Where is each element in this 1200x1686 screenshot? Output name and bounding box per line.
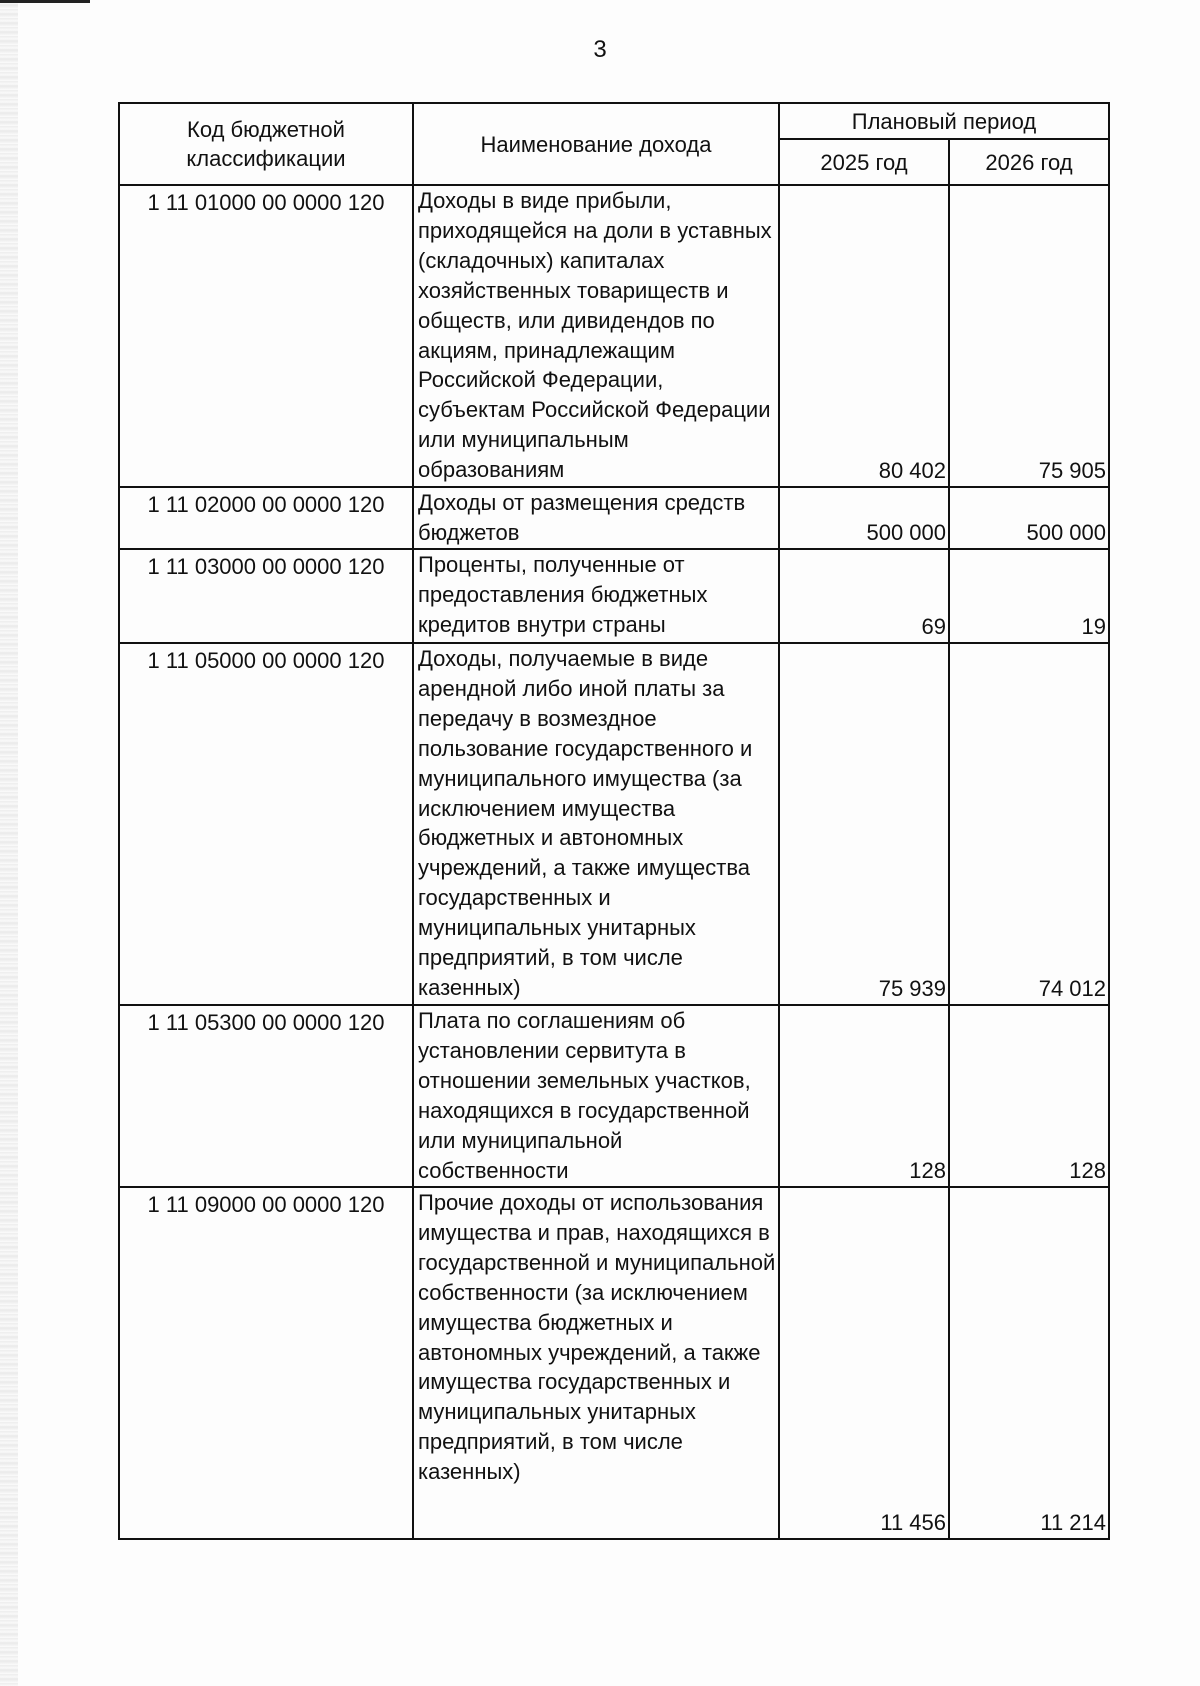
- row-value-2025: 500 000: [779, 487, 949, 549]
- row-name: Доходы, получаемые в виде арендной либо иной платы за передачу в возмездное пользование государственного и муниципального имущества (за исключением имущества бюджетных и автономных учреждений, а также имущества государственных и муниципальных унитарных предприятий, в том числе казенных): [413, 643, 779, 1005]
- row-value-2026: 74 012: [949, 643, 1109, 1005]
- header-name: Наименование дохода: [413, 103, 779, 185]
- row-code: 1 11 05000 00 0000 120: [119, 643, 413, 1005]
- table-row: [119, 487, 1109, 549]
- table-row: [119, 1005, 1109, 1187]
- row-value-2026: 500 000: [949, 487, 1109, 549]
- row-code: 1 11 09000 00 0000 120: [119, 1187, 413, 1539]
- row-value-2026: 11 214: [949, 1187, 1109, 1539]
- header-code: Код бюджетной классификации: [119, 103, 413, 185]
- table-row: [119, 549, 1109, 643]
- row-name: Прочие доходы от использования имущества и прав, находящихся в государственной и муниципальной собственности (за исключением имущества бюджетных и автономных учреждений, а также имущества государственных и муниципальных унитарных предприятий, в том числе казенных): [413, 1187, 779, 1539]
- row-value-2025: 11 456: [779, 1187, 949, 1539]
- table-row: [119, 643, 1109, 1005]
- row-value-2025: 128: [779, 1005, 949, 1187]
- row-name: Проценты, полученные от предоставления бюджетных кредитов внутри страны: [413, 549, 779, 643]
- row-value-2025: 75 939: [779, 643, 949, 1005]
- table-header-row: [119, 103, 1109, 139]
- header-year-2025: 2025 год: [779, 139, 949, 185]
- row-value-2025: 69: [779, 549, 949, 643]
- row-name: Плата по соглашениям об установлении сервитута в отношении земельных участков, находящихся в государственной или муниципальной собственности: [413, 1005, 779, 1187]
- scan-top-mark: [0, 0, 90, 3]
- row-code: 1 11 05300 00 0000 120: [119, 1005, 413, 1187]
- header-year-2026: 2026 год: [949, 139, 1109, 185]
- row-code: 1 11 03000 00 0000 120: [119, 549, 413, 643]
- header-period: Плановый период: [779, 103, 1109, 139]
- row-value-2026: 128: [949, 1005, 1109, 1187]
- page-number: 3: [593, 36, 607, 63]
- row-value-2025: 80 402: [779, 185, 949, 487]
- income-table: [118, 102, 1110, 1540]
- row-value-2026: 19: [949, 549, 1109, 643]
- row-value-2026: 75 905: [949, 185, 1109, 487]
- scan-edge-artifact: [0, 0, 18, 1686]
- row-name: Доходы в виде прибыли, приходящейся на доли в уставных (складочных) капиталах хозяйственных товариществ и обществ, или дивидендов по акциям, принадлежащим Российской Федерации, субъектам Российской Федерации или муниципальным образованиям: [413, 185, 779, 487]
- table-row: [119, 1187, 1109, 1539]
- row-name: Доходы от размещения средств бюджетов: [413, 487, 779, 549]
- row-code: 1 11 02000 00 0000 120: [119, 487, 413, 549]
- table-row: [119, 185, 1109, 487]
- row-code: 1 11 01000 00 0000 120: [119, 185, 413, 487]
